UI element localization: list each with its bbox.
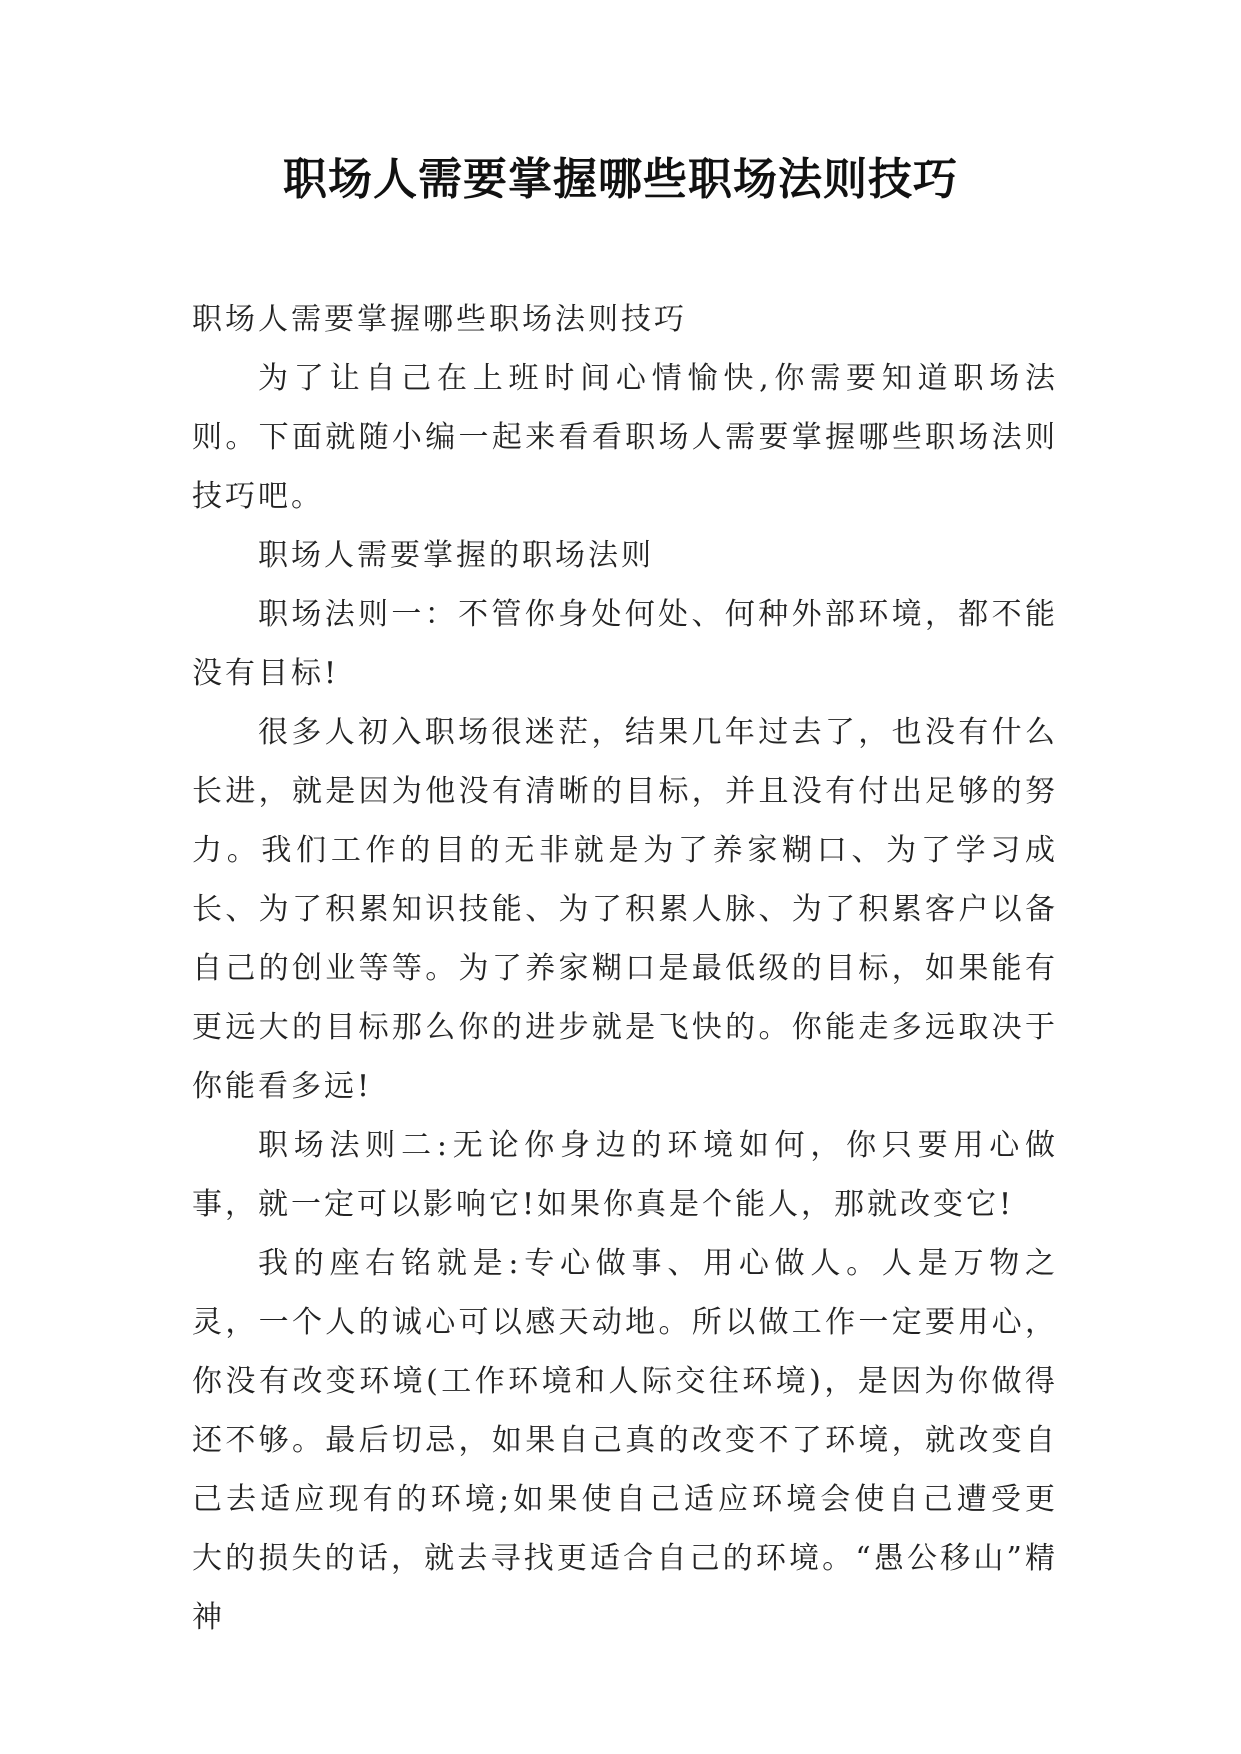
paragraph-intro: 为了让自己在上班时间心情愉快,你需要知道职场法则。下面就随小编一起来看看职场人需要掌握哪些职场法则技巧吧。 bbox=[192, 361, 1058, 514]
document-title: 职场人需要掌握哪些职场法则技巧 bbox=[283, 154, 958, 205]
paragraph-rule-two: 职场法则二:无论你身边的环境如何，你只要用心做事，就一定可以影响它!如果你真是个能人，那就改变它! bbox=[192, 1128, 1058, 1222]
paragraph-subtitle: 职场人需要掌握哪些职场法则技巧 bbox=[192, 302, 687, 337]
document-body bbox=[192, 290, 1058, 1647]
paragraph-rule-one-detail: 很多人初入职场很迷茫，结果几年过去了，也没有什么长进，就是因为他没有清晰的目标，并且没有付出足够的努力。我们工作的目的无非就是为了养家糊口、为了学习成长、为了积累知识技能、为了积累人脉、为了积累客户以备自己的创业等等。为了养家糊口是最低级的目标，如果能有更远大的目标那么你的进步就是飞快的。你能走多远取决于你能看多远! bbox=[192, 715, 1058, 1104]
paragraph-rule-one: 职场法则一：不管你身处何处、何种外部环境，都不能没有目标! bbox=[192, 597, 1058, 691]
paragraph-rule-two-detail: 我的座右铭就是:专心做事、用心做人。人是万物之灵，一个人的诚心可以感天动地。所以做工作一定要用心，你没有改变环境(工作环境和人际交往环境)，是因为你做得还不够。最后切忌，如果自己真的改变不了环境，就改变自己去适应现有的环境;如果使自己适应环境会使自己遭受更大的损失的话，就去寻找更适合自己的环境。“愚公移山”精神 bbox=[192, 1246, 1058, 1635]
section-heading: 职场人需要掌握的职场法则 bbox=[258, 538, 654, 573]
